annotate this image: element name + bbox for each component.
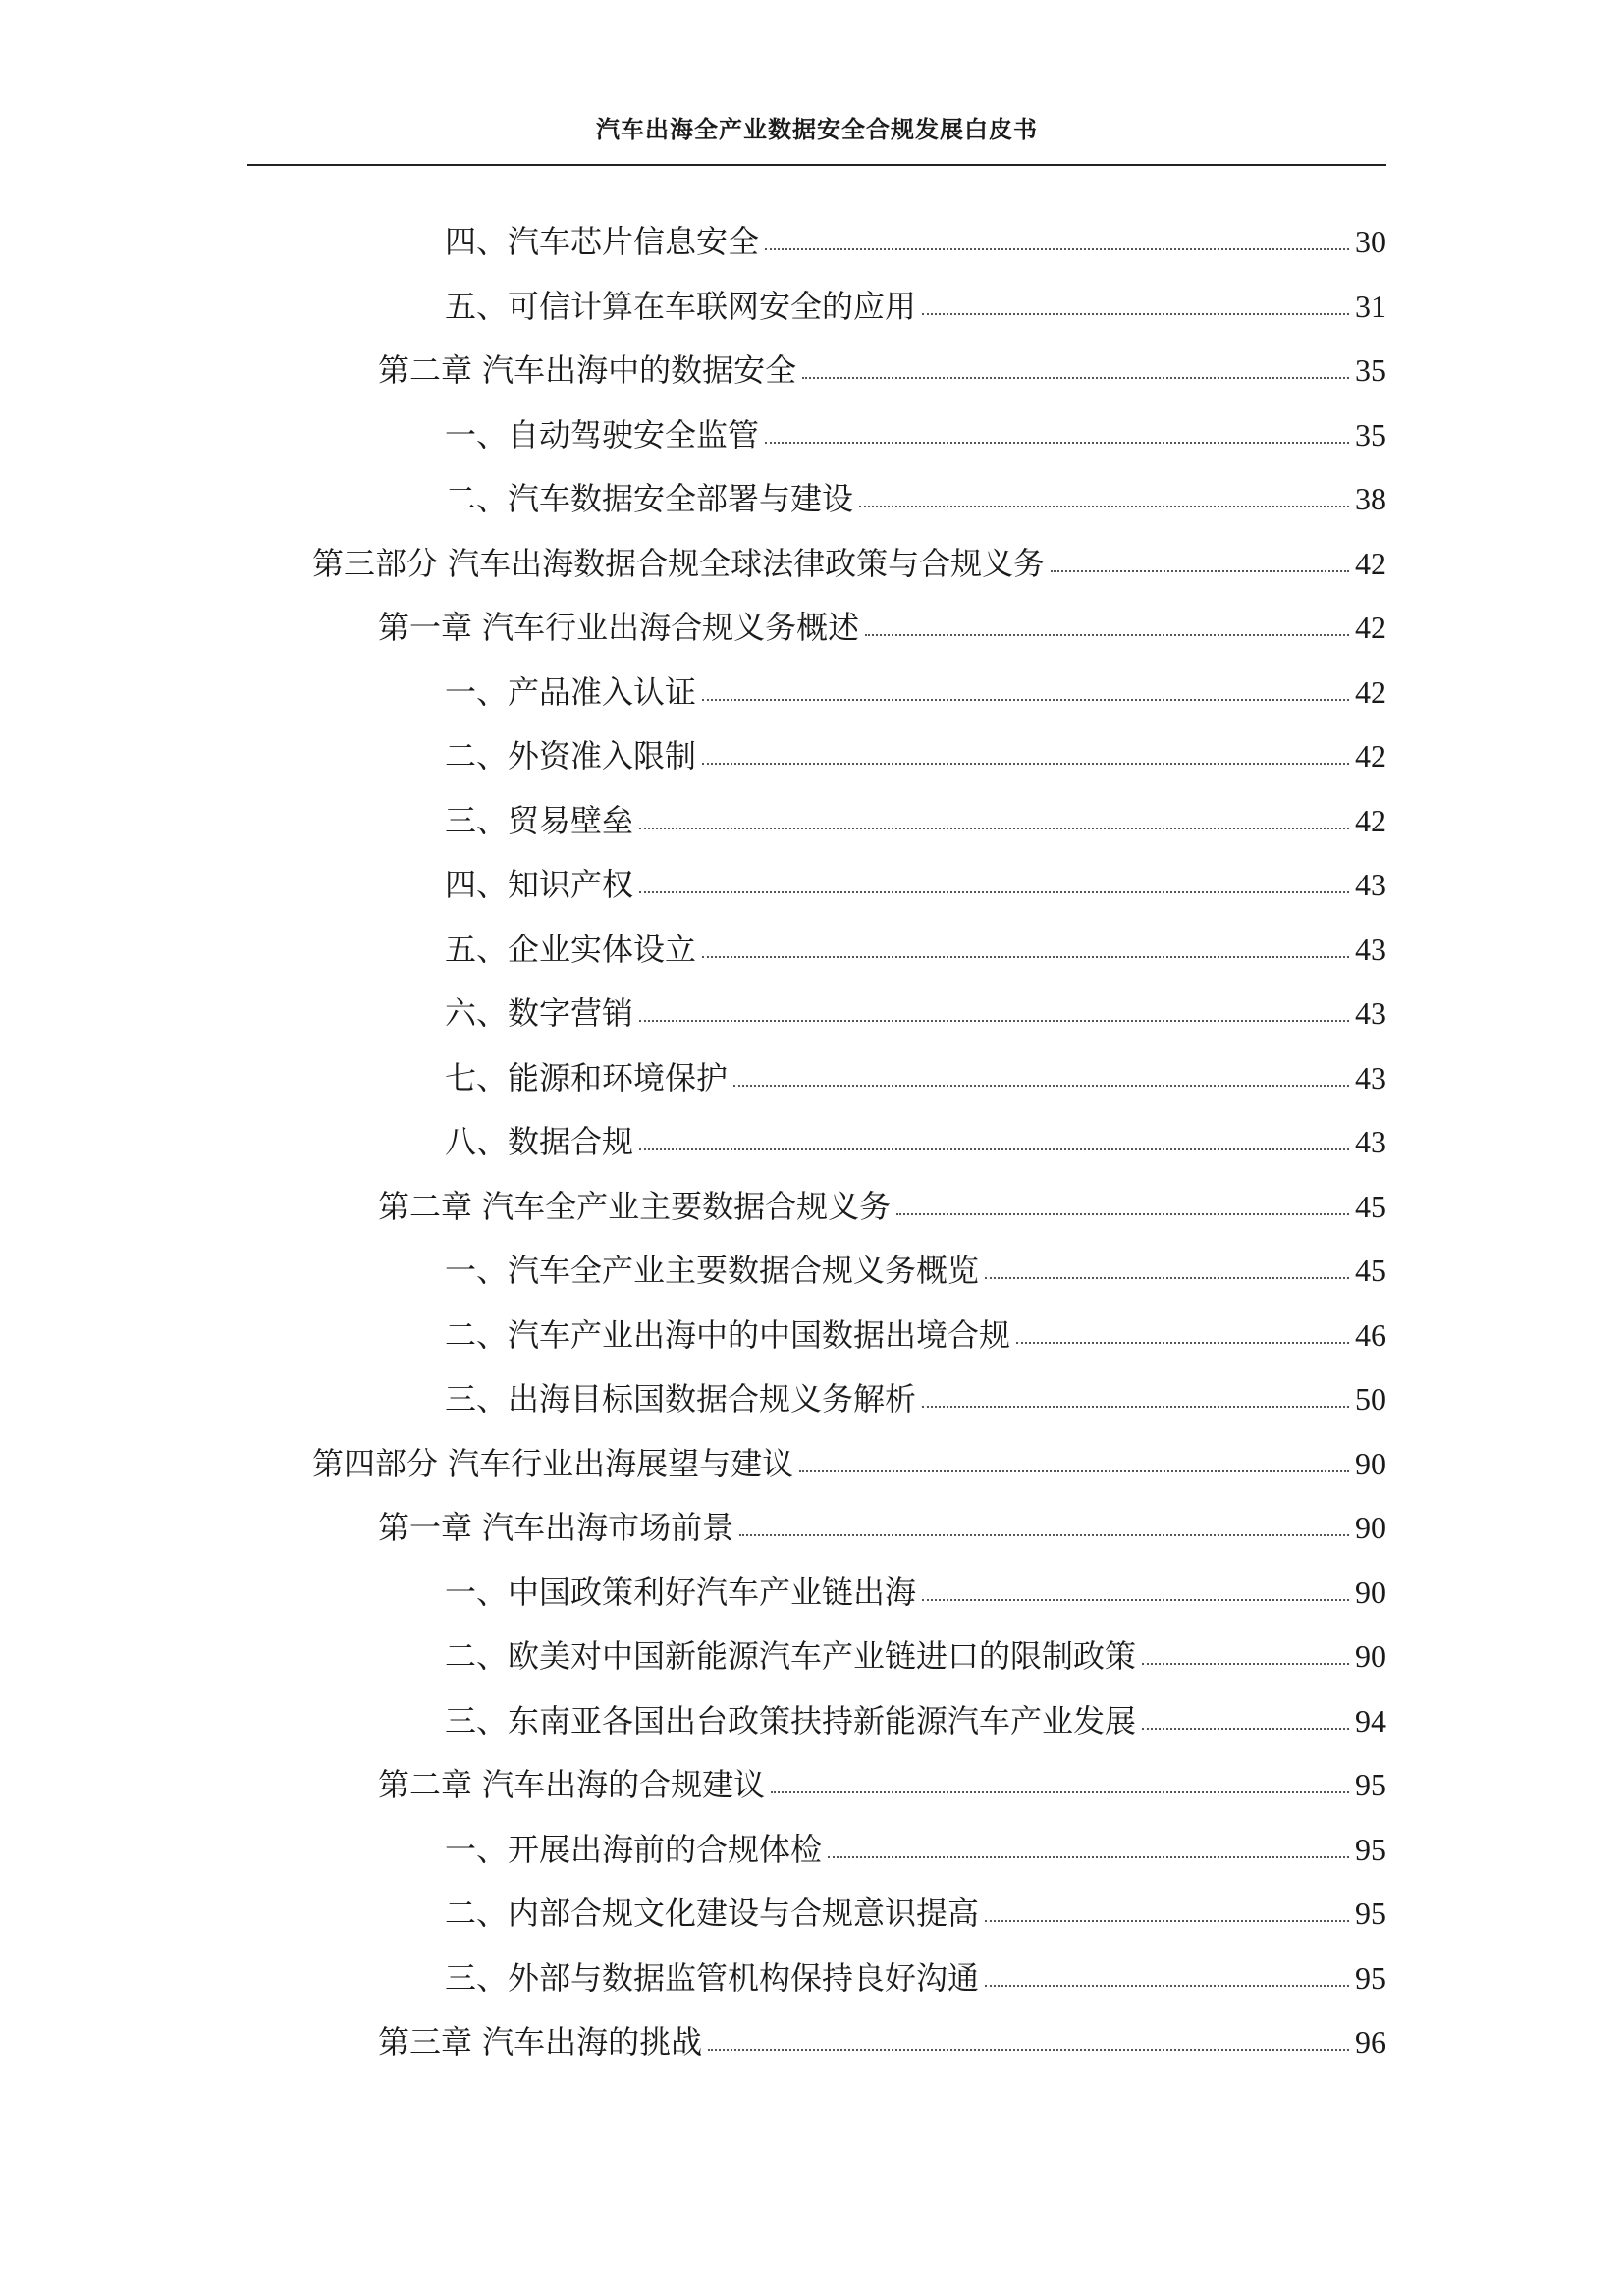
toc-entry-title: 一、开展出海前的合规体检 (445, 1831, 823, 1868)
toc-entry[interactable] (378, 1484, 1386, 1546)
toc-leader-dots (765, 248, 1349, 250)
toc-entry[interactable] (445, 713, 1386, 772)
toc-entry-title: 五、企业实体设立 (445, 931, 697, 968)
toc-entry-page-number: 95 (1355, 1960, 1386, 1996)
toc-entry-page-number: 43 (1355, 995, 1386, 1031)
toc-entry[interactable] (445, 841, 1386, 903)
toc-entry-title: 二、外资准入限制 (445, 737, 697, 774)
toc-entry-page-number: 35 (1355, 352, 1386, 388)
toc-entry[interactable] (312, 520, 1386, 582)
toc-entry-page-number: 35 (1355, 417, 1386, 453)
running-header: 汽车出海全产业数据安全合规发展白皮书 (596, 115, 1038, 143)
toc-entry-page-number: 50 (1355, 1381, 1386, 1416)
toc-leader-dots (771, 1791, 1349, 1793)
toc-leader-dots (702, 956, 1349, 958)
toc-leader-dots (739, 1534, 1349, 1536)
toc-leader-dots (922, 1406, 1349, 1408)
toc-entry-page-number: 96 (1355, 2024, 1386, 2059)
toc-entry[interactable] (445, 1035, 1386, 1094)
toc-entry-title: 一、产品准入认证 (445, 673, 697, 711)
toc-entry[interactable] (445, 1935, 1386, 1997)
toc-entry-title: 一、中国政策利好汽车产业链出海 (445, 1574, 917, 1611)
toc-entry[interactable] (445, 1549, 1386, 1611)
toc-entry-page-number: 45 (1355, 1189, 1386, 1224)
toc-entry[interactable] (445, 649, 1386, 711)
toc-entry-title: 五、可信计算在车联网安全的应用 (445, 288, 917, 325)
toc-entry[interactable] (378, 584, 1386, 646)
toc-leader-dots (702, 699, 1349, 701)
toc-entry-page-number: 43 (1355, 867, 1386, 902)
toc-entry-title: 三、出海目标国数据合规义务解析 (445, 1380, 917, 1417)
toc-entry-title: 第三部分 汽车出海数据合规全球法律政策与合规义务 (312, 545, 1046, 582)
toc-leader-dots (708, 2049, 1349, 2051)
toc-entry-title: 三、东南亚各国出台政策扶持新能源汽车产业发展 (445, 1702, 1137, 1739)
toc-entry-page-number: 43 (1355, 1060, 1386, 1095)
toc-entry[interactable] (445, 1806, 1386, 1868)
toc-entry-title: 一、自动驾驶安全监管 (445, 416, 760, 454)
toc-entry-title: 二、汽车产业出海中的中国数据出境合规 (445, 1316, 1011, 1354)
toc-entry-page-number: 42 (1355, 738, 1386, 774)
toc-entry-page-number: 46 (1355, 1317, 1386, 1353)
toc-entry[interactable] (445, 906, 1386, 968)
toc-entry-title: 第三章 汽车出海的挑战 (378, 2023, 703, 2060)
toc-leader-dots (896, 1213, 1349, 1215)
toc-leader-dots (985, 1920, 1349, 1922)
toc-entry-page-number: 45 (1355, 1253, 1386, 1288)
toc-entry[interactable] (378, 1741, 1386, 1803)
toc-entry-title: 八、数据合规 (445, 1123, 634, 1160)
toc-entry-page-number: 42 (1355, 546, 1386, 581)
toc-entry[interactable] (445, 1098, 1386, 1160)
toc-entry-title: 第四部分 汽车行业出海展望与建议 (312, 1445, 794, 1482)
toc-entry-title: 第二章 汽车全产业主要数据合规义务 (378, 1188, 892, 1225)
toc-entry[interactable] (445, 1227, 1386, 1289)
toc-entry-title: 三、外部与数据监管机构保持良好沟通 (445, 1959, 980, 1997)
toc-entry-page-number: 31 (1355, 289, 1386, 324)
toc-entry-page-number: 95 (1355, 1832, 1386, 1867)
toc-entry-title: 第一章 汽车出海市场前景 (378, 1509, 734, 1546)
toc-entry[interactable] (312, 1420, 1386, 1482)
toc-entry[interactable] (445, 777, 1386, 839)
toc-leader-dots (1142, 1728, 1349, 1730)
toc-leader-dots (639, 1020, 1349, 1022)
toc-entry[interactable] (445, 198, 1386, 260)
toc-leader-dots (985, 1277, 1349, 1279)
toc-entry-page-number: 90 (1355, 1446, 1386, 1481)
toc-entry-page-number: 90 (1355, 1575, 1386, 1610)
toc-leader-dots (922, 313, 1349, 315)
toc-entry-title: 四、知识产权 (445, 866, 634, 903)
toc-entry-page-number: 43 (1355, 1124, 1386, 1159)
toc-entry-title: 一、汽车全产业主要数据合规义务概览 (445, 1252, 980, 1289)
toc-entry-page-number: 42 (1355, 610, 1386, 645)
toc-entry[interactable] (445, 1356, 1386, 1415)
toc-leader-dots (765, 442, 1349, 444)
toc-leader-dots (733, 1085, 1349, 1087)
toc-entry-page-number: 30 (1355, 224, 1386, 259)
toc-leader-dots (1051, 570, 1349, 572)
toc-entry[interactable] (445, 1678, 1386, 1739)
toc-entry-page-number: 90 (1355, 1510, 1386, 1545)
toc-entry[interactable] (445, 1870, 1386, 1932)
toc-entry-page-number: 42 (1355, 803, 1386, 838)
toc-entry[interactable] (445, 1292, 1386, 1354)
toc-leader-dots (639, 828, 1349, 829)
toc-entry-title: 四、汽车芯片信息安全 (445, 223, 760, 260)
toc-leader-dots (1016, 1342, 1349, 1344)
toc-leader-dots (802, 377, 1349, 379)
toc-leader-dots (828, 1856, 1349, 1858)
toc-entry[interactable] (378, 1999, 1386, 2060)
toc-leader-dots (799, 1470, 1349, 1472)
toc-entry-title: 二、内部合规文化建设与合规意识提高 (445, 1895, 980, 1932)
toc-entry-page-number: 94 (1355, 1703, 1386, 1738)
toc-entry-title: 二、汽车数据安全部署与建设 (445, 480, 854, 517)
toc-entry-page-number: 43 (1355, 932, 1386, 967)
toc-entry[interactable] (378, 1163, 1386, 1225)
toc-leader-dots (859, 506, 1349, 507)
toc-leader-dots (639, 891, 1349, 893)
toc-leader-dots (1142, 1663, 1349, 1665)
toc-entry-page-number: 95 (1355, 1767, 1386, 1802)
toc-entry[interactable] (445, 263, 1386, 325)
toc-leader-dots (702, 763, 1349, 765)
toc-entry-title: 二、欧美对中国新能源汽车产业链进口的限制政策 (445, 1637, 1137, 1675)
toc-entry[interactable] (445, 455, 1386, 517)
toc-entry-title: 第二章 汽车出海的合规建议 (378, 1766, 766, 1803)
toc-entry-title: 第二章 汽车出海中的数据安全 (378, 351, 797, 389)
toc-entry[interactable] (445, 970, 1386, 1032)
toc-entry-title: 六、数字营销 (445, 994, 634, 1032)
toc-entry-page-number: 42 (1355, 674, 1386, 710)
toc-entry-title: 七、能源和环境保护 (445, 1059, 729, 1096)
toc-leader-dots (985, 1985, 1349, 1987)
toc-entry-page-number: 90 (1355, 1638, 1386, 1674)
toc-leader-dots (922, 1599, 1349, 1601)
toc-entry[interactable] (378, 327, 1386, 389)
toc-entry[interactable] (445, 392, 1386, 454)
toc-entry-page-number: 95 (1355, 1896, 1386, 1931)
header-rule (247, 164, 1386, 166)
toc-leader-dots (865, 634, 1349, 636)
toc-leader-dots (639, 1148, 1349, 1150)
toc-entry[interactable] (445, 1613, 1386, 1675)
toc-entry-page-number: 38 (1355, 481, 1386, 516)
toc-entry-title: 三、贸易壁垒 (445, 802, 634, 839)
toc-entry-title: 第一章 汽车行业出海合规义务概述 (378, 609, 860, 646)
